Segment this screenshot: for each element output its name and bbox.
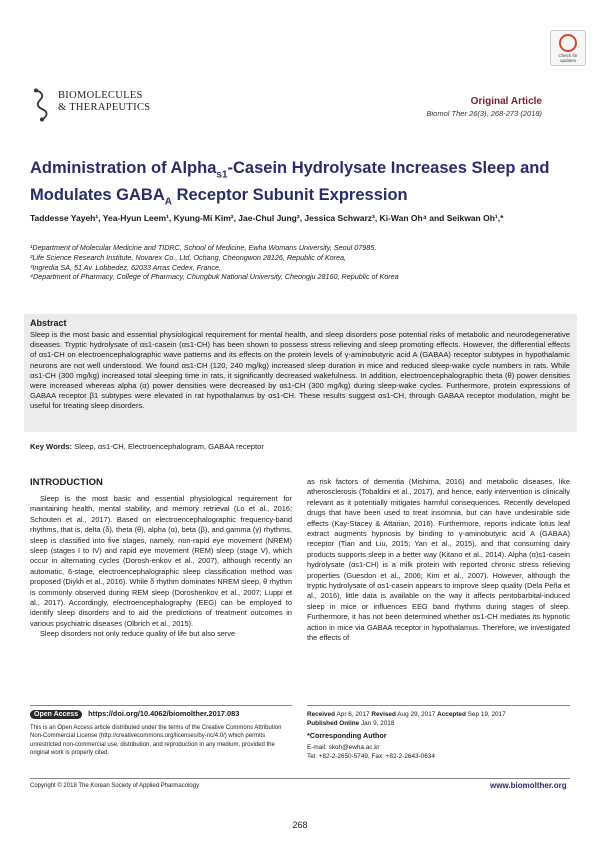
affiliation-4: ⁴Department of Pharmacy, College of Pharmacy, Chungbuk National University, Cheongju 28160, Republic of Korea (30, 272, 399, 282)
update-icon (559, 34, 577, 52)
copyright: Copyright © 2018 The Korean Society of Applied Pharmacology (30, 783, 200, 789)
intro-left-column (30, 494, 292, 640)
title-part2: -Casein Hydrolysate Increases Sleep and Modulates GABA (30, 159, 550, 205)
footer-divider-right (307, 705, 570, 706)
intro-paragraph-1: Sleep is the most basic and essential physiological requirement for maintaining health, mental stability, and memory retrieval (Lo et al., 2016; Schouten et al., 2017). Based on electroencephalographic frequency-band rhythms, that is, delta (δ), theta (θ), alpha (α), beta (β), and gamma (γ) rhythms, sleep is classified into five stages, namely, non-rapid eye movement (NREM) sleep (stages I to IV) and rapid eye movement (REM) sleep (stage V), which occur in alternating cycles (Dorosh-enkov et al., 2007), although recently an automatic, 6-stage, electroencephalographic sleep classification method was proposed (Diykh et al., 2016). While δ rhythm dominates NREM sleep, θ rhythm is commonly observed during REM sleep (Doroshenkov et al., 2007; Luppi et al., 2017). Accordingly, electroencephalography (EEG) can be employed to identify sleep disorders and to aid the predictions of treatment outcomes in various psychiatric diseases (Olbrich et al., 2015). (30, 494, 292, 628)
journal-name-line1: BIOMOLECULES (58, 90, 143, 101)
open-access-row (30, 709, 292, 719)
journal-name (58, 90, 150, 114)
intro-paragraph-2: Sleep disorders not only reduce quality of life but also serve (40, 629, 236, 639)
intro-heading: INTRODUCTION (30, 477, 103, 488)
check-for-updates-badge[interactable] (550, 30, 586, 66)
affiliation-1: ¹Department of Molecular Medicine and TIDRC, School of Medicine, Ewha Womans University, Seoul 07985, (30, 243, 377, 252)
intro-right-text: as risk factors of dementia (Mishima, 2016) and metabolic diseases, like atherosclerosis (Tobaldini et al., 2017), and hence, early intervention is clinically relevant as it potentially mitigates harmful consequences. Recently developed drugs that have been used to treat insomnia, but can have undesirable side effects (Kay-Stacey & Attarian, 2016). Furthermore, reports indicate lotus leaf extract augments hypnosis by binding to γ-aminobutyric acid A (GABAA) receptor (Tian and Liu, 2015; Yan et al., 2015), and that consuming dairy products supports sleep in a better way (Kitano et al., 2014). Alpha (α)s1-casein hydrolysate (αs1-CH) is a milk protein with reported chronic stress relieving properties (Guesdon et al., 2006; Kim et al., 2007). However, although the tryptic hydrolysate of αs1-casein appears to improve sleep quality (Dela Peña et al., 2016), little data is available on the way it affects pentobarbital-induced sleep in mice or influences EEG band rhythms during stages of sleep. Furthermore, it has not been determined whether αs1-CH mediates its hypnotic action in mice via GABAA receptor in hypothalamus. Therefore, we investigated the effects of (307, 477, 570, 643)
journal-website[interactable]: www.biomolther.org (490, 781, 567, 790)
updates-badge-line2: updates (559, 58, 576, 63)
phone-fax: Tel: +82-2-2650-5749, Fax: +82-2-2643-0634 (307, 753, 435, 760)
article-title (30, 158, 570, 213)
intro-right-column (307, 477, 570, 644)
journal-name-line2: & THERAPEUTICS (58, 102, 151, 113)
article-header-info (427, 96, 542, 118)
abstract-text: Sleep is the most basic and essential physiological requirement for mental health, and sleep disorders pose potential risks of metabolic and neurodegenerative diseases. Tryptic hydrolysate of αs1-casein (αs1-CH) has been shown to possess stress relieving and sleep promoting effects. However, the differential effects of αs1-CH on electroencephalographic wave patterns and its effects on the protein levels of γ-aminobutyric acid A (GABAA) receptor subtypes in hypothalamic neurons are not well understood. We found αs1-CH (120, 240 mg/kg) increased sleep duration in mice and reduced sleep-wake cycle numbers in rats. While αs1-CH (300 mg/kg) increased total sleeping time in rats, it significantly decreased wakefulness. In addition, electroencephalographic theta (θ) power densities were increased whereas alpha (α) power densities were decreased by αs1-CH (300 mg/kg) during sleep-wake cycles. Furthermore, protein expressions of GABAA receptor β1 subtypes were elevated in rat hypothalamus by αs1-CH. These results suggest αs1-CH, through GABAA receptor modulation, might be useful for treating sleep disorders. (30, 330, 570, 411)
abstract-heading: Abstract (30, 318, 67, 328)
title-part1: Administration of Alpha (30, 159, 217, 177)
keywords-text: Sleep, αs1-CH, Electroencephalogram, GABAA receptor (74, 442, 264, 451)
open-access-badge: Open Access (30, 710, 82, 719)
license-text: This is an Open Access article distributed under the terms of the Creative Commons Attribution Non-Commercial License (http://creativecommons.org/licenses/by-nc/4.0/) which permits unrestricted non-commercial use, distribution, and reproduction in any medium, provided the original work is properly cited. (30, 725, 282, 757)
affiliation-3: ³Ingredia SA, 51 Av. Lobbedez, 62033 Arras Cedex, France, (30, 262, 221, 272)
bottom-divider (30, 778, 570, 779)
accepted-date: Sep 19, 2017 (467, 711, 506, 718)
article-type: Original Article (470, 96, 542, 107)
molecule-logo-icon (30, 88, 52, 122)
title-sub1: s1 (216, 169, 228, 181)
email[interactable]: E-mail: skoh@ewha.ac.kr (307, 744, 380, 751)
published-date: Jan 9, 2018 (360, 720, 395, 727)
updates-badge-line1: Check for (558, 53, 578, 58)
doi-link[interactable]: https://doi.org/10.4062/biomolther.2017.083 (88, 709, 240, 718)
journal-logo (30, 88, 200, 122)
footer-divider-left (30, 705, 292, 706)
corresponding-author-contact (307, 743, 570, 761)
revised-label: Revised (371, 711, 396, 718)
publication-dates (307, 710, 570, 728)
received-date: Apr 6, 2017 (336, 711, 370, 718)
title-sub2: A (164, 196, 172, 208)
revised-date: Aug 29, 2017 (397, 711, 436, 718)
corresponding-author-heading: *Corresponding Author (307, 731, 387, 740)
author-list: Taddesse Yayeh¹, Yea-Hyun Leem¹, Kyung-Mi Kim², Jae-Chul Jung², Jessica Schwarz³, Ki-Wan Oh⁴ and Seikwan Oh¹,* (30, 213, 504, 223)
received-label: Received (307, 711, 336, 718)
accepted-label: Accepted (437, 711, 466, 718)
affiliations (30, 243, 570, 282)
affiliation-2: ²Life Science Research Institute, Novarex Co., Ltd, Ochang, Cheongwon 28126, Republic of Korea, (30, 252, 347, 262)
published-label: Published Online (307, 720, 360, 727)
title-part3: Receptor Subunit Expression (172, 186, 408, 205)
keywords (30, 442, 570, 451)
page-number: 268 (292, 820, 308, 830)
citation: Biomol Ther 26(3), 268-273 (2018) (426, 109, 542, 118)
keywords-label: Key Words: (30, 442, 73, 451)
